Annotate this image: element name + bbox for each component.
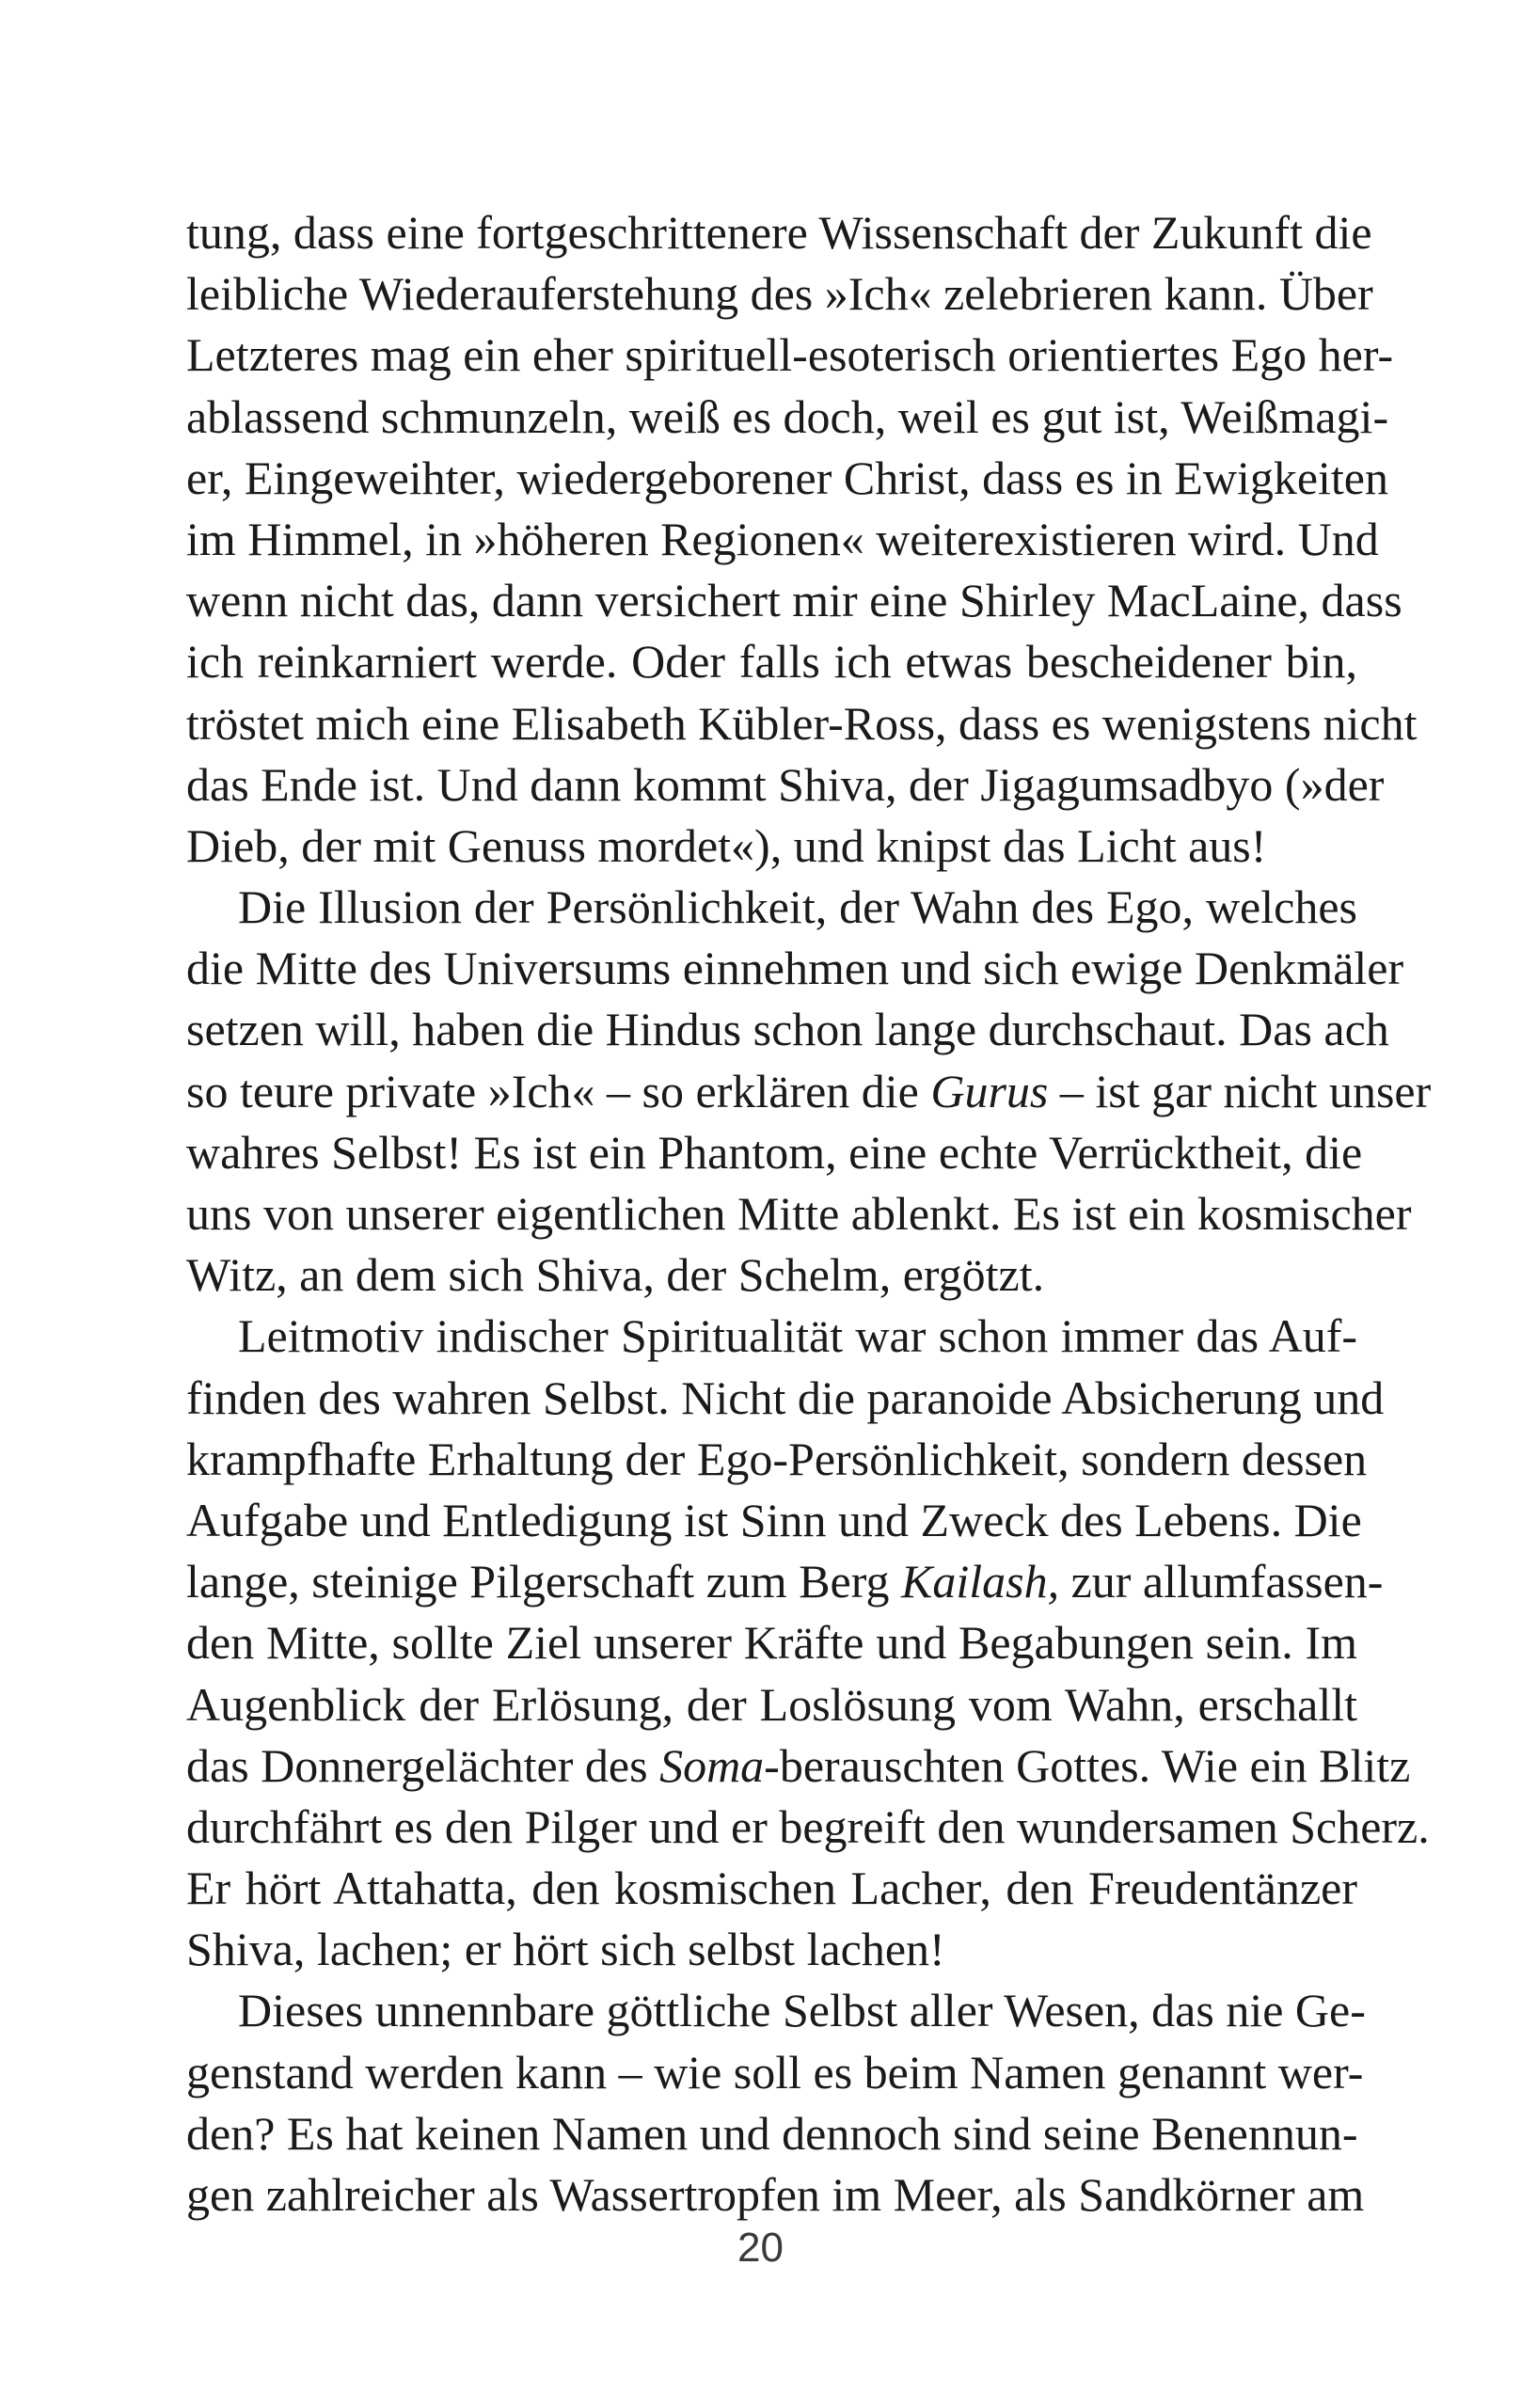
text-line: tung, dass eine fortgeschrittenere Wissenschaft der Zukunft die (186, 206, 1372, 259)
text-line: Die Illusion der Persönlichkeit, der Wahn des Ego, welches (238, 880, 1357, 934)
text-line: Augenblick der Erlösung, der Loslösung vom Wahn, erschallt (186, 1677, 1357, 1731)
text-segment: lange, steinige Pilgerschaft zum Berg (186, 1555, 901, 1608)
text-segment: – ist gar nicht unser (1048, 1064, 1432, 1117)
text-line: Dieses unnennbare göttliche Selbst aller Wesen, das nie Ge- (238, 1984, 1366, 2037)
text-line: Dieb, der mit Genuss mordet«), und knipst das Licht aus! (186, 818, 1267, 872)
text-line: die Mitte des Universums einnehmen und sich ewige Denkmäler (186, 942, 1404, 995)
text-line: Leitmotiv indischer Spiritualität war schon immer das Auf- (238, 1309, 1357, 1363)
text-line: im Himmel, in »höheren Regionen« weiterexistieren wird. Und (186, 512, 1379, 565)
text-line: finden des wahren Selbst. Nicht die paranoide Absicherung und (186, 1370, 1385, 1424)
text-line: leibliche Wiederauferstehung des »Ich« zelebrieren kann. Über (186, 267, 1373, 321)
text-line: Er hört Attahatta, den kosmischen Lacher, den Freudentänzer (186, 1861, 1357, 1915)
text-line: Letzteres mag ein eher spirituell-esoterisch orientiertes Ego her- (186, 328, 1394, 382)
text-line (186, 1551, 1384, 1612)
body-text (186, 202, 1432, 2226)
text-line: den Mitte, sollte Ziel unserer Kräfte und Begabungen sein. Im (186, 1616, 1357, 1670)
italic-term: Gurus (930, 1064, 1049, 1117)
text-line: er, Eingeweihter, wiedergeborener Christ, dass es in Ewigkeiten (186, 451, 1389, 504)
text-line: Witz, an dem sich Shiva, der Schelm, ergötzt. (186, 1248, 1045, 1302)
text-segment: -berauschten Gottes. Wie ein Blitz (764, 1738, 1411, 1792)
text-line: das Ende ist. Und dann kommt Shiva, der Jigagumsadbyo (»der (186, 757, 1385, 811)
text-line: ablassend schmunzeln, weiß es doch, weil es gut ist, Weißmagi- (186, 389, 1389, 443)
text-segment: zur allumfassen- (1059, 1555, 1384, 1608)
text-line: uns von unserer eigentlichen Mitte ablenkt. Es ist ein kosmischer (186, 1187, 1412, 1240)
text-line (186, 1735, 1411, 1797)
text-line: genstand werden kann – wie soll es beim Namen genannt wer- (186, 2045, 1364, 2099)
text-line: Shiva, lachen; er hört sich selbst lachen! (186, 1923, 945, 1976)
text-segment: das Donnergelächter des (186, 1738, 660, 1792)
text-line: tröstet mich eine Elisabeth Kübler-Ross, dass es wenigstens nicht (186, 696, 1418, 750)
text-line: krampfhafte Erhaltung der Ego-Persönlichkeit, sondern dessen (186, 1432, 1368, 1485)
text-segment: so teure private »Ich« – so erklären die (186, 1064, 931, 1117)
text-line: Aufgabe und Entledigung ist Sinn und Zweck des Lebens. Die (186, 1493, 1362, 1546)
text-line: ich reinkarniert werde. Oder falls ich etwas bescheidener bin, (186, 635, 1357, 689)
italic-term: Soma (659, 1738, 765, 1792)
text-line: wenn nicht das, dann versichert mir eine Shirley MacLaine, dass (186, 574, 1402, 627)
italic-term: Kailash, (901, 1555, 1060, 1608)
text-line (186, 1061, 1432, 1122)
text-line: setzen will, haben die Hindus schon lange durchschaut. Das ach (186, 1003, 1389, 1056)
text-line: durchfährt es den Pilger und er begreift den wundersamen Scherz. (186, 1799, 1430, 1853)
page-number: 20 (737, 2225, 784, 2271)
text-line: gen zahlreicher als Wassertropfen im Meer, als Sandkörner am (186, 2168, 1365, 2221)
text-line: wahres Selbst! Es ist ein Phantom, eine echte Verrücktheit, die (186, 1125, 1363, 1179)
text-line: den? Es hat keinen Namen und dennoch sind seine Benennun- (186, 2106, 1358, 2160)
